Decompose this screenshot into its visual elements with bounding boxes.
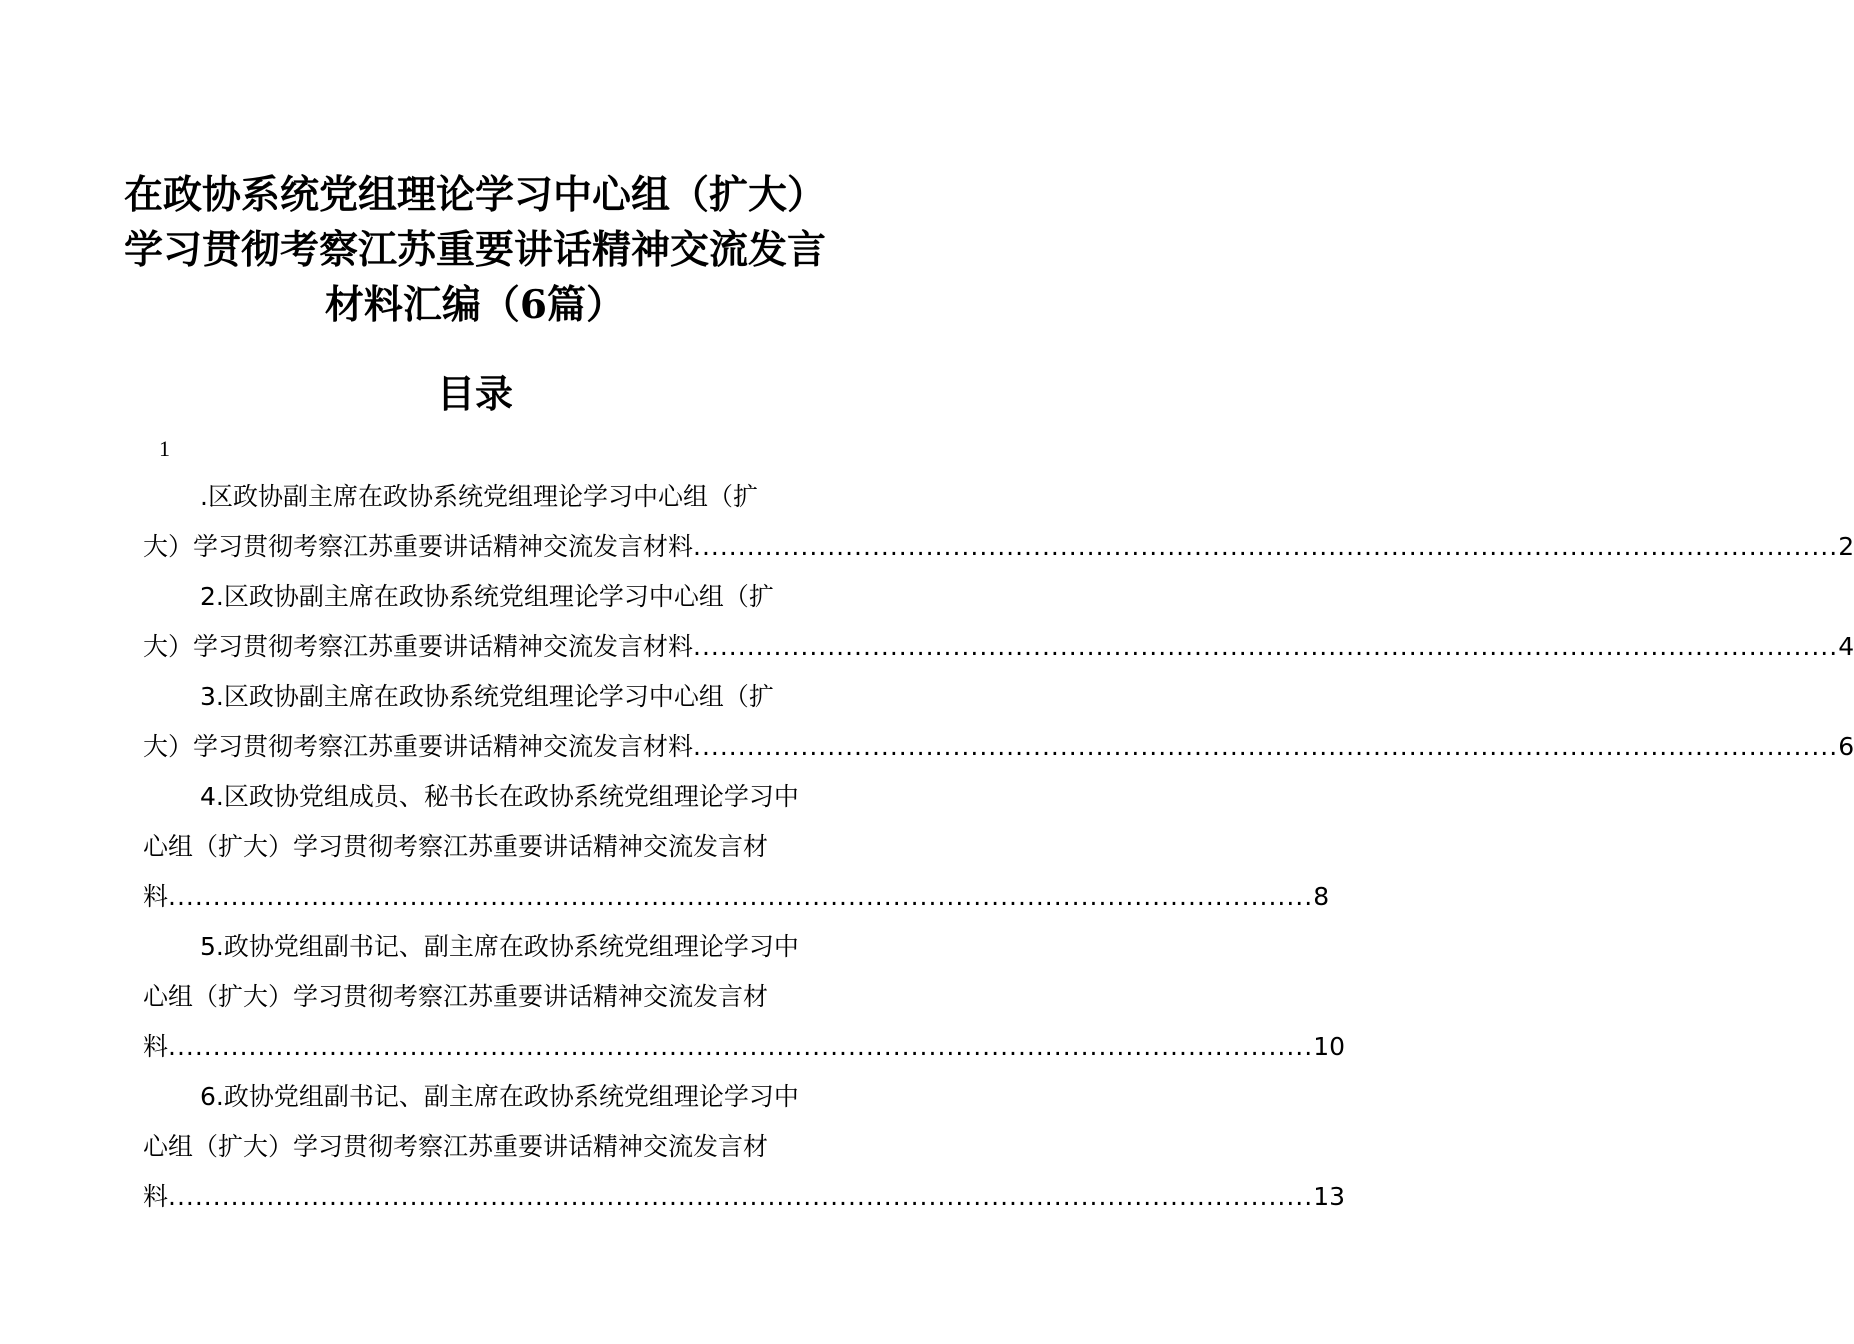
- toc-heading: 目录: [436, 371, 513, 416]
- toc-entry-line: 6.政协党组副书记、副主席在政协系统党组理论学习中: [200, 1082, 799, 1111]
- toc-entry-line: 3.区政协副主席在政协系统党组理论学习中心组（扩: [200, 682, 774, 711]
- toc-entry-last-line: [143, 1022, 1346, 1072]
- toc-page-number: 8: [1313, 882, 1330, 911]
- toc-page-number: 4: [1838, 632, 1854, 661]
- title-line: 材料汇编（6篇）: [324, 282, 626, 328]
- toc-entry[interactable]: [143, 772, 1330, 922]
- toc-entry-line: 4.区政协党组成员、秘书长在政协系统党组理论学习中: [200, 782, 799, 811]
- toc-entry[interactable]: [143, 1072, 1346, 1222]
- toc-entry-last-line: [143, 622, 1854, 672]
- dot-leader: ................................................................................................................................: [168, 882, 1314, 911]
- toc-entry[interactable]: [143, 672, 1854, 772]
- stray-number: 1: [159, 436, 170, 461]
- title-line: 在政协系统党组理论学习中心组（扩大）: [123, 172, 826, 218]
- toc-page-number: 10: [1313, 1032, 1346, 1061]
- toc-entry-text: 料: [143, 1182, 169, 1211]
- toc-entry[interactable]: [143, 472, 1854, 572]
- toc-entry-line: 2.区政协副主席在政协系统党组理论学习中心组（扩: [200, 582, 774, 611]
- toc-entry-last-line: [143, 1172, 1346, 1222]
- toc-entry-line: 5.政协党组副书记、副主席在政协系统党组理论学习中: [200, 932, 799, 961]
- dot-leader: ................................................................................................................................: [693, 532, 1839, 561]
- toc-entry-text: 料: [143, 1032, 169, 1061]
- title-line: 学习贯彻考察江苏重要讲话精神交流发言: [123, 227, 826, 273]
- toc-entry-line: 心组（扩大）学习贯彻考察江苏重要讲话精神交流发言材: [143, 982, 769, 1011]
- toc-entry-text: 大）学习贯彻考察江苏重要讲话精神交流发言材料: [143, 632, 694, 661]
- toc-page-number: 2: [1838, 532, 1854, 561]
- toc-entry-text: 料: [143, 882, 169, 911]
- toc-entry[interactable]: [143, 922, 1346, 1072]
- dot-leader: ................................................................................................................................: [168, 1182, 1314, 1211]
- toc-page-number: 13: [1313, 1182, 1346, 1211]
- toc-entry-line: 心组（扩大）学习贯彻考察江苏重要讲话精神交流发言材: [143, 832, 769, 861]
- toc-entry-text: 大）学习贯彻考察江苏重要讲话精神交流发言材料: [143, 532, 694, 561]
- table-of-contents: [143, 472, 1854, 1222]
- toc-entry-last-line: [143, 722, 1854, 772]
- toc-entry-last-line: [143, 872, 1330, 922]
- toc-entry-line: 心组（扩大）学习贯彻考察江苏重要讲话精神交流发言材: [143, 1132, 769, 1161]
- toc-entry-last-line: [143, 522, 1854, 572]
- toc-entry-text: 大）学习贯彻考察江苏重要讲话精神交流发言材料: [143, 732, 694, 761]
- toc-entry[interactable]: [143, 572, 1854, 672]
- toc-page-number: 6: [1838, 732, 1854, 761]
- document-title: [120, 168, 830, 333]
- dot-leader: ................................................................................................................................: [168, 1032, 1314, 1061]
- dot-leader: ................................................................................................................................: [693, 632, 1839, 661]
- toc-entry-line: .区政协副主席在政协系统党组理论学习中心组（扩: [200, 482, 758, 511]
- dot-leader: ................................................................................................................................: [693, 732, 1839, 761]
